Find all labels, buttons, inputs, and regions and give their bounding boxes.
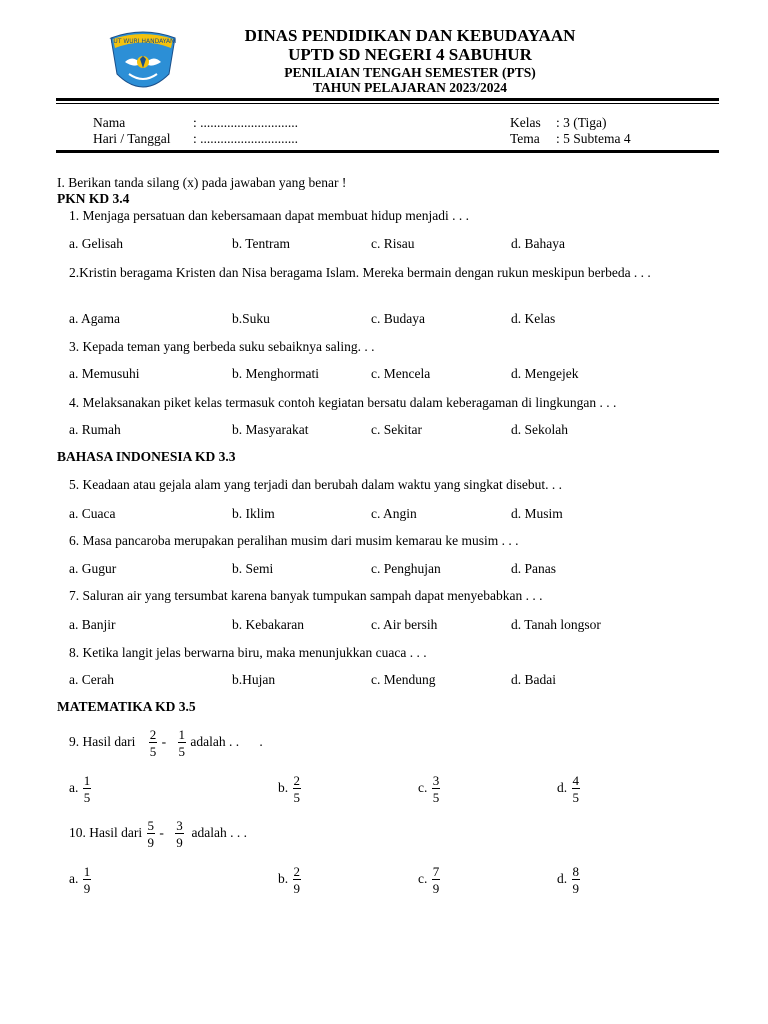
q5-option-d[interactable]: d. Musim bbox=[511, 506, 563, 521]
question-1: 1. Menjaga persatuan dan kebersamaan dapat membuat hidup menjadi . . . bbox=[69, 208, 469, 223]
q8-option-a[interactable]: a. Cerah bbox=[69, 672, 114, 687]
q8-option-c[interactable]: c. Mendung bbox=[371, 672, 436, 687]
q1-option-a[interactable]: a. Gelisah bbox=[69, 236, 123, 251]
q6-option-a[interactable]: a. Gugur bbox=[69, 561, 117, 576]
q2-option-a[interactable]: a. Agama bbox=[69, 311, 120, 326]
q7-option-c[interactable]: c. Air bersih bbox=[371, 617, 438, 632]
tema-value: : 5 Subtema 4 bbox=[556, 131, 631, 146]
question-9 bbox=[69, 728, 263, 758]
kelas-label: Kelas bbox=[510, 115, 541, 130]
question-8: 8. Ketika langit jelas berwarna biru, maka menunjukkan cuaca . . . bbox=[69, 645, 427, 660]
header-school: UPTD SD NEGERI 4 SABUHUR bbox=[288, 45, 532, 64]
q2-option-b[interactable]: b.Suku bbox=[232, 311, 270, 326]
header-exam: PENILAIAN TENGAH SEMESTER (PTS) bbox=[284, 65, 536, 80]
question-5: 5. Keadaan atau gejala alam yang terjadi dan berubah dalam waktu yang singkat disebut. . . bbox=[69, 477, 562, 492]
header-divider-thick bbox=[56, 98, 719, 101]
q10-option-a[interactable]: a. $\frac{1}{9}$ bbox=[69, 864, 91, 896]
q9-option-b[interactable]: b. $\frac{2}{5}$ bbox=[278, 773, 300, 805]
q10-prefix: 10. Hasil dari bbox=[69, 825, 143, 841]
q9-prefix: 9. Hasil dari bbox=[69, 734, 136, 750]
question-6: 6. Masa pancaroba merupakan peralihan musim dari musim kemarau ke musim . . . bbox=[69, 533, 519, 548]
section-matematika: MATEMATIKA KD 3.5 bbox=[57, 699, 196, 714]
instruction: I. Berikan tanda silang (x) pada jawaban yang benar ! bbox=[57, 175, 347, 190]
q3-option-a[interactable]: a. Memusuhi bbox=[69, 366, 140, 381]
q10-fraction-b: $\frac{3}{9}$ bbox=[176, 818, 183, 850]
question-4: 4. Melaksanakan piket kelas termasuk contoh kegiatan bersatu dalam keberagaman di lingkungan . . . bbox=[69, 395, 617, 410]
nama-label: Nama bbox=[93, 115, 126, 130]
q10-suffix: adalah . . . bbox=[188, 825, 247, 841]
q9-fraction-b: $\frac{1}{5}$ bbox=[178, 727, 185, 759]
q10-option-d[interactable]: d. $\frac{8}{9}$ bbox=[557, 864, 579, 896]
question-2: 2.Kristin beragama Kristen dan Nisa beragama Islam. Mereka bermain dengan rukun meskipun berbeda . . . bbox=[69, 265, 651, 280]
q1-option-c[interactable]: c. Risau bbox=[371, 236, 415, 251]
q7-option-a[interactable]: a. Banjir bbox=[69, 617, 116, 632]
q2-option-c[interactable]: c. Budaya bbox=[371, 311, 425, 326]
q7-option-d[interactable]: d. Tanah longsor bbox=[511, 617, 601, 632]
section-pkn: PKN KD 3.4 bbox=[57, 191, 130, 206]
q1-option-d[interactable]: d. Bahaya bbox=[511, 236, 565, 251]
tema-label: Tema bbox=[510, 131, 540, 146]
q9-operator: - bbox=[161, 734, 167, 750]
q10-operator: - bbox=[159, 825, 164, 841]
header-divider-thin bbox=[56, 103, 719, 104]
q4-option-c[interactable]: c. Sekitar bbox=[371, 422, 422, 437]
q10-fraction-a: $\frac{5}{9}$ bbox=[147, 818, 154, 850]
q4-option-d[interactable]: d. Sekolah bbox=[511, 422, 568, 437]
q9-fraction-a: $\frac{2}{5}$ bbox=[149, 727, 157, 759]
q6-option-c[interactable]: c. Penghujan bbox=[371, 561, 441, 576]
q3-option-d[interactable]: d. Mengejek bbox=[511, 366, 579, 381]
q1-option-b[interactable]: b. Tentram bbox=[232, 236, 291, 251]
q5-option-b[interactable]: b. Iklim bbox=[232, 506, 275, 521]
q9-option-d[interactable]: d. $\frac{4}{5}$ bbox=[557, 773, 579, 805]
header-agency: DINAS PENDIDIKAN DAN KEBUDAYAAN bbox=[244, 26, 576, 45]
question-10 bbox=[69, 819, 247, 849]
q7-option-b[interactable]: b. Kebakaran bbox=[232, 617, 304, 632]
q4-option-b[interactable]: b. Masyarakat bbox=[232, 422, 309, 437]
question-7: 7. Saluran air yang tersumbat karena banyak tumpukan sampah dapat menyebabkan . . . bbox=[69, 588, 543, 603]
q5-option-a[interactable]: a. Cuaca bbox=[69, 506, 116, 521]
section-bahasa-indonesia: BAHASA INDONESIA KD 3.3 bbox=[57, 449, 236, 464]
logo-text: TUT WURI HANDAYANI bbox=[109, 38, 177, 45]
identity-divider bbox=[56, 150, 719, 153]
q3-option-b[interactable]: b. Menghormati bbox=[232, 366, 319, 381]
q6-option-b[interactable]: b. Semi bbox=[232, 561, 274, 576]
header-year: TAHUN PELAJARAN 2023/2024 bbox=[312, 80, 507, 95]
q5-option-c[interactable]: c. Angin bbox=[371, 506, 417, 521]
q3-option-c[interactable]: c. Mencela bbox=[371, 366, 431, 381]
q8-option-b[interactable]: b.Hujan bbox=[232, 672, 276, 687]
q10-option-c[interactable]: c. $\frac{7}{9}$ bbox=[418, 864, 440, 896]
nama-field[interactable]: : ............................. bbox=[193, 115, 299, 130]
hari-tanggal-field[interactable]: : ............................. bbox=[193, 131, 299, 146]
q8-option-d[interactable]: d. Badai bbox=[511, 672, 556, 687]
q2-option-d[interactable]: d. Kelas bbox=[511, 311, 556, 326]
q10-option-b[interactable]: b. $\frac{2}{9}$ bbox=[278, 864, 300, 896]
hari-tanggal-label: Hari / Tanggal bbox=[93, 131, 171, 146]
q6-option-d[interactable]: d. Panas bbox=[511, 561, 556, 576]
q9-option-a[interactable]: a. $\frac{1}{5}$ bbox=[69, 773, 91, 805]
question-3: 3. Kepada teman yang berbeda suku sebaiknya saling. . . bbox=[69, 339, 375, 354]
q9-suffix: adalah . . . bbox=[190, 734, 263, 750]
kelas-value: : 3 (Tiga) bbox=[556, 115, 607, 130]
q9-option-c[interactable]: c. $\frac{3}{5}$ bbox=[418, 773, 440, 805]
q4-option-a[interactable]: a. Rumah bbox=[69, 422, 121, 437]
